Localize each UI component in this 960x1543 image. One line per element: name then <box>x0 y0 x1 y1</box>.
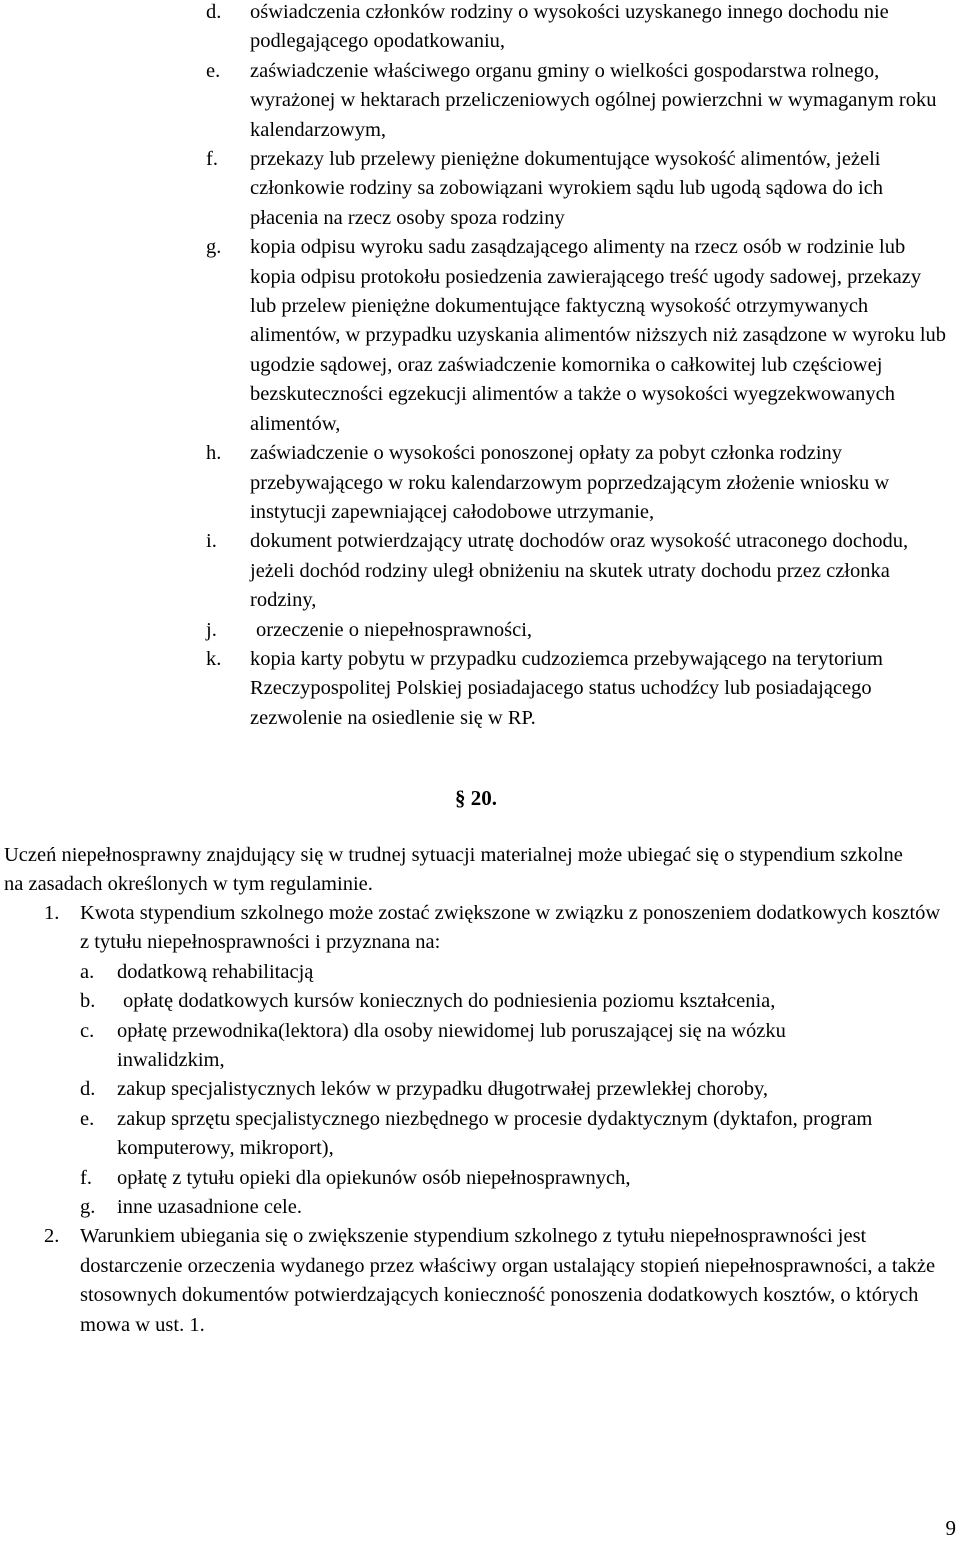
list-marker: k. <box>206 647 222 670</box>
sub-item-text: inne uzasadnione cele. <box>117 1196 302 1219</box>
sub-item-marker: g. <box>80 1196 96 1219</box>
sub-item-text: opłatę dodatkowych kursów koniecznych do podniesienia poziomu kształcenia, <box>123 990 776 1013</box>
sub-item-b <box>80 987 870 1016</box>
list-item-text: zaświadczenie o wysokości ponoszonej opłaty za pobyt członka rodziny przebywającego w roku kalendarzowym poprzedzającym złożenie wniosku w instytucji zapewniającej całodobowe utrzymanie, <box>250 442 890 523</box>
list-item-k <box>206 645 960 733</box>
numbered-marker: 1. <box>44 902 60 924</box>
sub-item-a <box>80 958 870 987</box>
sub-item-d <box>80 1075 870 1104</box>
sub-item-marker: d. <box>80 1078 96 1101</box>
list-item-text: oświadczenia członków rodziny o wysokości uzyskanego innego dochodu nie podlegającego opodatkowaniu, <box>250 1 889 53</box>
section-title: § 20. <box>455 786 497 810</box>
list-item-h <box>206 439 960 527</box>
sub-item-text: zakup specjalistycznych leków w przypadku długotrwałej przewlekłej choroby, <box>117 1078 769 1101</box>
list-item-text: zaświadczenie właściwego organu gminy o wielkości gospodarstwa rolnego, wyrażonej w hektarach przeliczeniowych ogólnej powierzchni w wymaganym roku kalendarzowym, <box>250 59 937 141</box>
list-item-d <box>206 0 960 57</box>
continued-document-list <box>206 0 960 733</box>
list-marker: j. <box>206 618 217 641</box>
list-marker: f. <box>206 148 218 171</box>
sub-item-marker: c. <box>80 1019 95 1042</box>
sub-item-marker: e. <box>80 1107 95 1130</box>
numbered-item-1 <box>44 899 960 1222</box>
list-item-i <box>206 527 960 615</box>
list-item-text: przekazy lub przelewy pieniężne dokumentujące wysokość alimentów, jeżeli członkowie rodziny sa zobowiązani wyrokiem sądu lub ugodą sądowa do ich płacenia na rzecz osoby spoza rodziny <box>250 148 884 229</box>
list-marker: g. <box>206 236 222 259</box>
list-marker: d. <box>206 1 222 23</box>
list-item-e <box>206 57 960 145</box>
sub-item-marker: f. <box>80 1166 92 1189</box>
list-marker: i. <box>206 530 217 553</box>
numbered-item-text: Kwota stypendium szkolnego może zostać zwiększone w związku z ponoszeniem dodatkowych kosztów z tytułu niepełnosprawności i przyznana na: <box>80 902 941 954</box>
numbered-item-text: Warunkiem ubiegania się o zwiększenie stypendium szkolnego z tytułu niepełnosprawności jest dostarczenie orzeczenia wydanego przez właściwy organ ustalający stopień niepełnosprawności, a także stosownych dokumentów potwierdzających konieczność ponoszenia dodatkowych kosztów, o których mowa w ust. 1. <box>80 1225 936 1336</box>
numbered-list <box>44 899 960 1340</box>
list-item-text: kopia odpisu wyroku sadu zasądzającego alimenty na rzecz osób w rodzinie lub kopia odpisu protokołu posiedzenia zawierającego treść ugody sadowej, przekazy lub przelew pieniężne dokumentujące faktyczną wysokość otrzymywanych alimentów, w przypadku uzyskania alimentów niższych niż zasądzone w wyroku lub ugodzie sądowej, oraz zaświadczenie komornika o całkowitej lub częściowej bezskuteczności egzekucji alimentów a także o wysokości wyegzekwowanych alimentów, <box>250 236 947 435</box>
sub-item-text: opłatę przewodnika(lektora) dla osoby niewidomej lub poruszającej się na wózku inwalidzkim, <box>117 1019 786 1072</box>
page-number: 9 <box>945 1516 956 1540</box>
sub-list <box>80 958 873 1223</box>
sub-item-marker: a. <box>80 960 95 983</box>
list-item-text: orzeczenie o niepełnosprawności, <box>256 618 533 641</box>
numbered-item-2 <box>44 1222 960 1340</box>
sub-item-c <box>80 1017 870 1076</box>
list-item-j <box>206 616 960 645</box>
numbered-marker: 2. <box>44 1225 60 1248</box>
list-marker: e. <box>206 59 221 82</box>
sub-item-marker: b. <box>80 990 96 1013</box>
sub-item-e <box>80 1105 873 1164</box>
list-item-g <box>206 233 960 439</box>
sub-item-text: zakup sprzętu specjalistycznego niezbędnego w procesie dydaktycznym (dyktafon, program komputerowy, mikroport), <box>117 1107 873 1160</box>
numbered-item-content <box>80 899 945 1222</box>
section-intro: Uczeń niepełnosprawny znajdujący się w trudnej sytuacji materialnej może ubiegać się o stypendium szkolne na zasadach określonych w tym regulaminie. <box>4 844 903 896</box>
sub-item-f <box>80 1164 870 1193</box>
sub-item-text: dodatkową rehabilitacją <box>117 960 314 983</box>
list-marker: h. <box>206 442 222 465</box>
list-item-text: kopia karty pobytu w przypadku cudzoziemca przebywającego na terytorium Rzeczypospolitej Polskiej posiadajacego status uchodźcy lub posiadającego zezwolenie na osiedlenie się w RP. <box>250 647 883 729</box>
sub-item-text: opłatę z tytułu opieki dla opiekunów osób niepełnosprawnych, <box>117 1166 631 1189</box>
sub-item-g <box>80 1193 870 1222</box>
list-item-text: dokument potwierdzający utratę dochodów oraz wysokość utraconego dochodu, jeżeli dochód rodziny uległ obniżeniu na skutek utraty dochodu przez członka rodziny, <box>250 530 909 612</box>
list-item-f <box>206 145 960 233</box>
